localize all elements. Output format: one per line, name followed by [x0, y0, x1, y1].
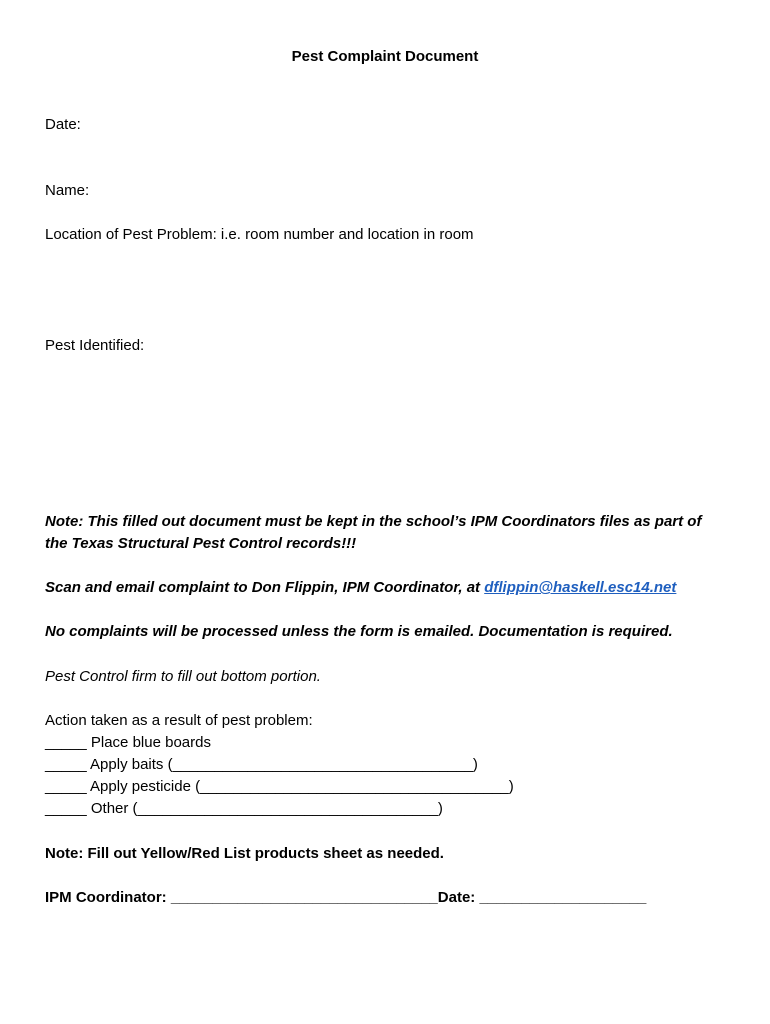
action-item-pesticide: _____ Apply pesticide (_____________________________________)	[45, 778, 514, 795]
scan-email-instruction	[45, 577, 676, 599]
action-item-blue-boards: _____ Place blue boards	[45, 734, 211, 751]
action-item-baits: _____ Apply baits (____________________________________)	[45, 756, 478, 773]
action-heading: Action taken as a result of pest problem:	[45, 712, 313, 729]
action-item-other: _____ Other (____________________________________)	[45, 800, 443, 817]
date-label: Date:	[45, 116, 81, 133]
no-complaints-notice: No complaints will be processed unless the form is emailed. Documentation is required.	[45, 623, 673, 640]
location-label: Location of Pest Problem: i.e. room number and location in room	[45, 226, 474, 243]
note-yellow-red-list: Note: Fill out Yellow/Red List products sheet as needed.	[45, 845, 444, 862]
pest-identified-label: Pest Identified:	[45, 337, 145, 354]
note-line-1: Note: This filled out document must be kept in the school’s IPM Coordinators files as part of	[45, 513, 702, 530]
note-line-2: the Texas Structural Pest Control records!!!	[45, 535, 357, 552]
pest-control-firm-note: Pest Control firm to fill out bottom portion.	[45, 668, 321, 685]
ipm-coordinator-signature-line: IPM Coordinator: ________________________________Date: ____________________	[45, 889, 647, 906]
scan-text: Scan and email complaint to Don Flippin, IPM Coordinator, at	[45, 579, 485, 596]
email-link[interactable]: dflippin@haskell.esc14.net	[484, 579, 677, 596]
document-title: Pest Complaint Document	[291, 48, 479, 65]
name-label: Name:	[45, 182, 90, 199]
